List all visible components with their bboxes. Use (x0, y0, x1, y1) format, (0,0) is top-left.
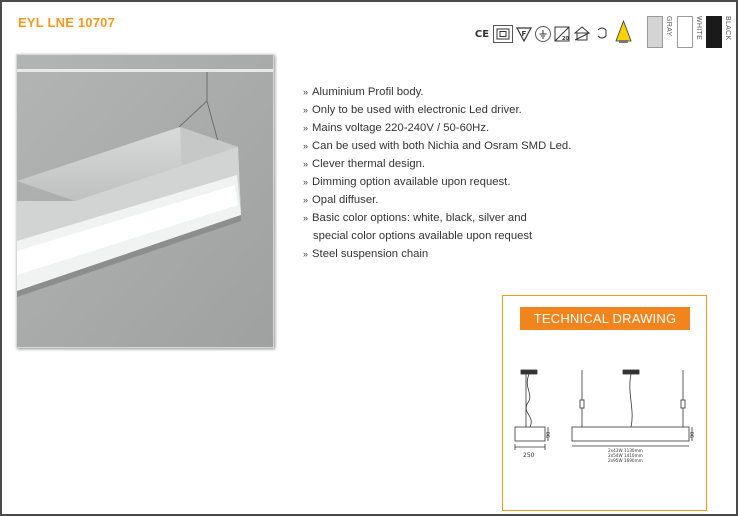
color-option-black (706, 16, 731, 48)
technical-drawing-button[interactable]: TECHNICAL DRAWING (520, 307, 690, 330)
bullet-icon: » (303, 105, 309, 115)
feature-text: Opal diffuser. (312, 194, 379, 206)
bullet-icon: » (303, 159, 309, 169)
feature-item (303, 137, 571, 155)
feature-text: Aluminium Profil body. (312, 86, 424, 98)
feature-item (303, 191, 571, 209)
feature-item-continued (303, 227, 571, 245)
feature-text: Basic color options: white, black, silver and (312, 212, 527, 224)
spec-line: 2x43W 1130mm (608, 448, 643, 453)
spec-line: 2x95W 1690mm (608, 458, 643, 463)
certification-icons (474, 24, 610, 44)
f-mark-icon (516, 26, 532, 42)
technical-drawing (509, 364, 699, 464)
feature-text: Clever thermal design. (312, 158, 426, 170)
bullet-icon: » (303, 249, 309, 259)
feature-text: Mains voltage 220-240V / 50-60Hz. (312, 122, 490, 134)
height-dimension-side: 90 (690, 431, 696, 438)
feature-item (303, 101, 571, 119)
width-dimension: 250 (523, 452, 535, 459)
product-photo (16, 54, 274, 348)
feature-text: special color options available upon request (313, 230, 533, 242)
feature-item (303, 173, 571, 191)
height-dimension: 90 (546, 431, 552, 438)
color-option-white (677, 16, 702, 48)
feature-text: Steel suspension chain (312, 248, 429, 260)
white-swatch (677, 16, 693, 48)
feature-item (303, 83, 571, 101)
spec-line: 2x54W 1410mm (608, 453, 643, 458)
feature-item (303, 119, 571, 137)
feature-text: Dimming option available upon request. (312, 176, 511, 188)
ground-icon (535, 26, 551, 42)
bullet-icon: » (303, 213, 309, 223)
bullet-icon: » (303, 123, 309, 133)
technical-drawing-panel (502, 295, 707, 511)
feature-list (303, 83, 571, 263)
weee-icon (573, 26, 591, 42)
feature-item (303, 155, 571, 173)
product-title: EYL LNE 10707 (18, 15, 116, 30)
gray-swatch (647, 16, 663, 48)
white-label: WHITE (695, 16, 702, 41)
feature-item (303, 245, 571, 263)
color-option-gray (647, 16, 672, 48)
bullet-icon: » (303, 177, 309, 187)
bullet-icon: » (303, 141, 309, 151)
black-label: BLACK (724, 16, 731, 41)
bullet-icon: » (303, 87, 309, 97)
ce-mark-icon: CE (474, 28, 490, 40)
svg-text:20: 20 (562, 36, 569, 42)
bulb-icon (615, 20, 632, 44)
feature-item (303, 209, 571, 227)
feature-text: Only to be used with electronic Led driver. (312, 104, 522, 116)
feature-text: Can be used with both Nichia and Osram SMD Led. (312, 140, 572, 152)
gray-label: GRAY (665, 16, 672, 37)
led-module-icon (594, 26, 610, 42)
class-ii-icon (493, 25, 513, 43)
bullet-icon: » (303, 195, 309, 205)
ip20-icon (554, 26, 570, 42)
black-swatch (706, 16, 722, 48)
svg-text:F: F (521, 30, 527, 38)
